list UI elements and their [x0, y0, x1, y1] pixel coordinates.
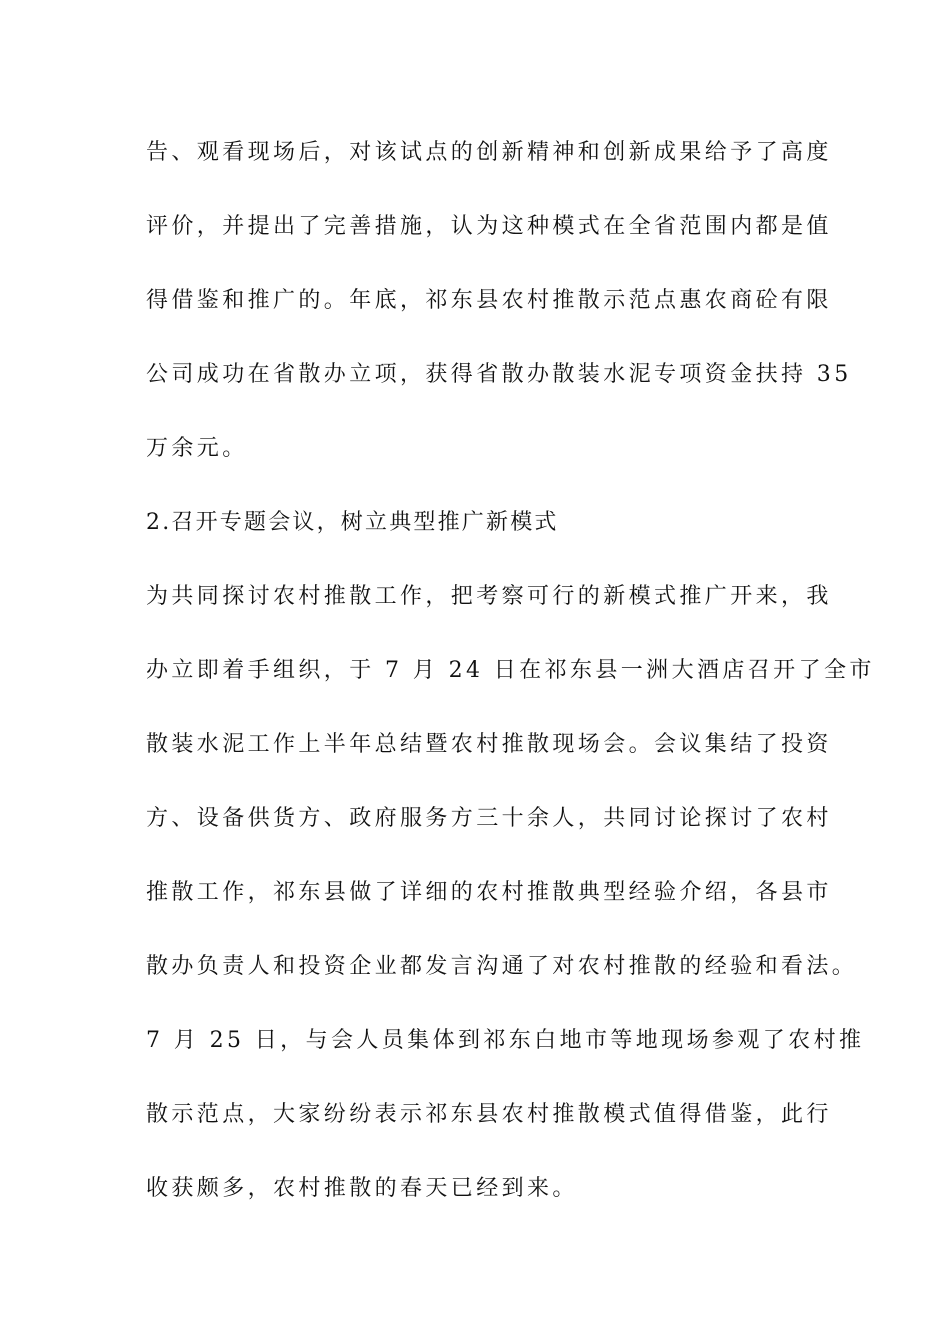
- section-heading: 2.召开专题会议，树立典型推广新模式: [146, 510, 559, 535]
- paragraph-line: 评价，并提出了完善措施，认为这种模式在全省范围内都是值: [146, 214, 832, 239]
- paragraph-line: 7 月 25 日，与会人员集体到祁东白地市等地现场参观了农村推: [146, 1028, 865, 1053]
- paragraph-line: 办立即着手组织，于 7 月 24 日在祁东县一洲大酒店召开了全市: [146, 658, 875, 683]
- paragraph-line: 告、观看现场后，对该试点的创新精神和创新成果给予了高度: [146, 140, 832, 165]
- paragraph-line: 为共同探讨农村推散工作，把考察可行的新模式推广开来，我: [146, 584, 832, 609]
- paragraph-line: 万余元。: [146, 436, 248, 461]
- paragraph-line: 推散工作，祁东县做了详细的农村推散典型经验介绍，各县市: [146, 880, 832, 905]
- paragraph-line: 方、设备供货方、政府服务方三十余人，共同讨论探讨了农村: [146, 806, 832, 831]
- paragraph-line: 收获颇多，农村推散的春天已经到来。: [146, 1176, 578, 1201]
- paragraph-line: 公司成功在省散办立项，获得省散办散装水泥专项资金扶持 35: [146, 362, 852, 387]
- document-body: [146, 127, 875, 1237]
- paragraph-line: 散装水泥工作上半年总结暨农村推散现场会。会议集结了投资: [146, 732, 832, 757]
- paragraph-line: 得借鉴和推广的。年底，祁东县农村推散示范点惠农商砼有限: [146, 288, 832, 313]
- paragraph-line: 散示范点，大家纷纷表示祁东县农村推散模式值得借鉴，此行: [146, 1102, 832, 1127]
- paragraph-line: 散办负责人和投资企业都发言沟通了对农村推散的经验和看法。: [146, 954, 858, 979]
